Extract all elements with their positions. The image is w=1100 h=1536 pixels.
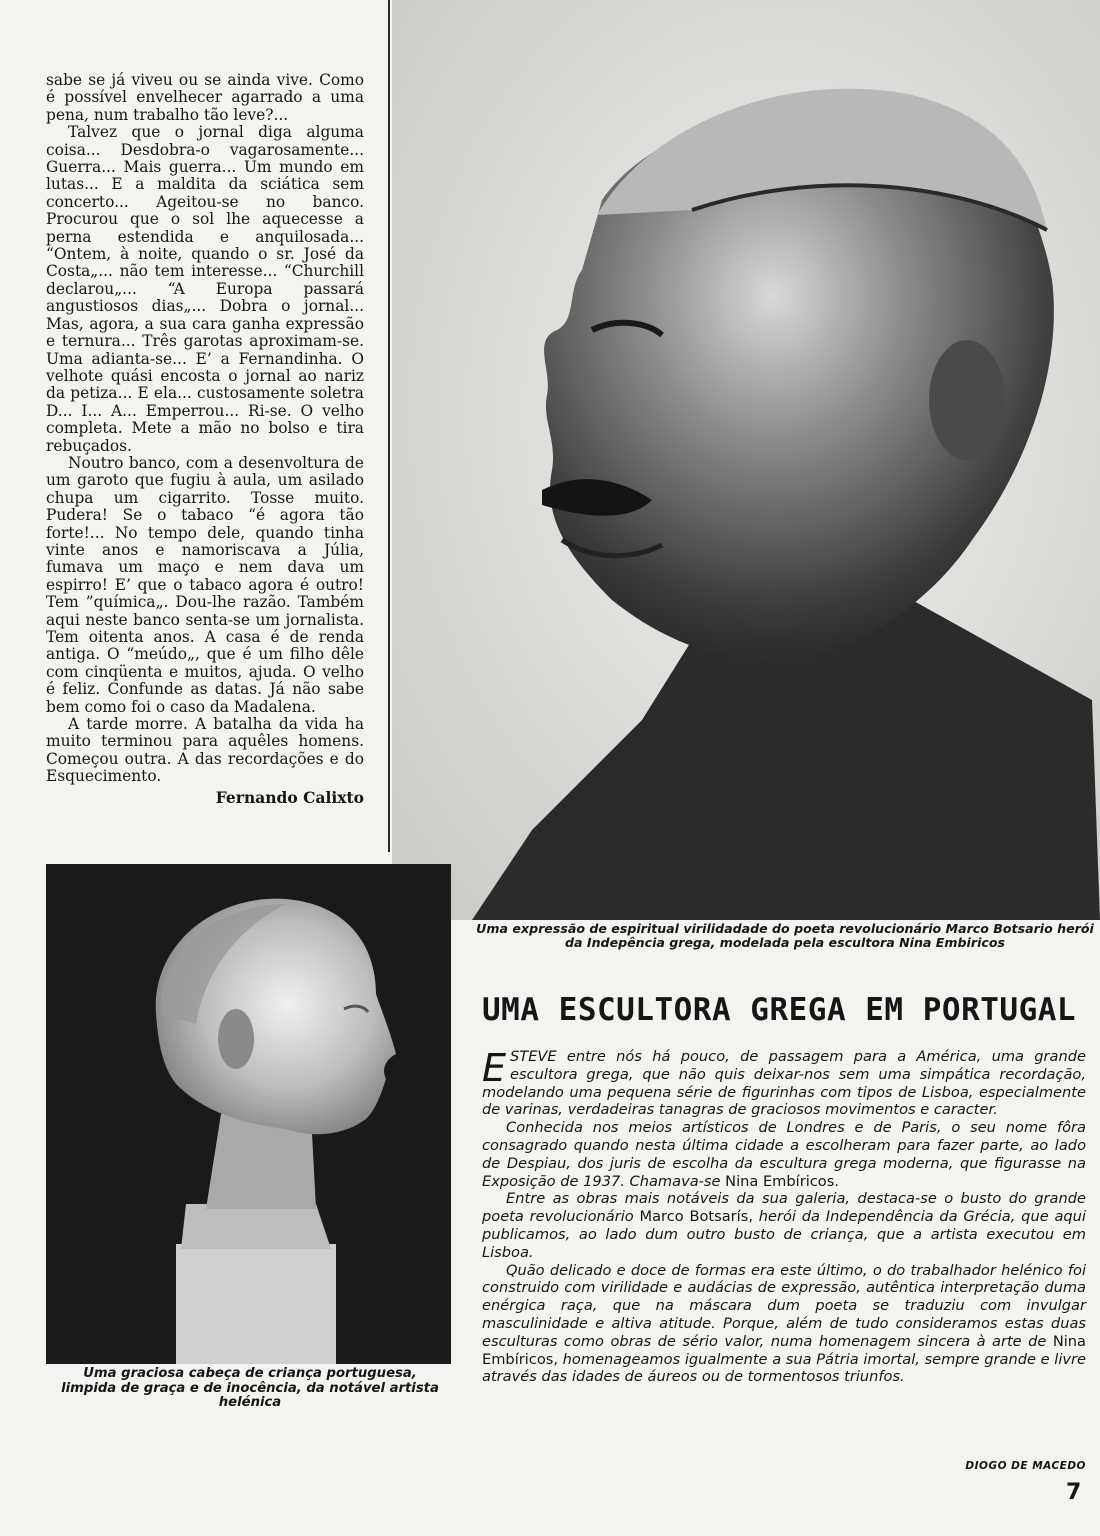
artist-name: Nina Embíricos. — [725, 1172, 839, 1190]
column-divider — [388, 0, 390, 852]
article-paragraph — [482, 1262, 1086, 1387]
left-column-text — [46, 72, 364, 806]
left-paragraph: sabe se já viveu ou se ainda vive. Como é possível envelhecer agarrado a uma pena, num trabalho tão leve?... — [46, 71, 364, 124]
left-paragraph: Talvez que o jornal diga alguma coisa... Desdobra-o vagarosamente... Guerra... Mais guerra... Um mundo em lutas... E a maldita da sciática sem concerto... Ageitou-se no banco. Procurou que o sol lhe aquecesse a perna estendida e anquilosada... “Ontem, à noite, quando o sr. José da Costa„... não tem interesse... “Churchill declarou„... “A Europa passará angustiosos dias„... Dobra o jornal... Mas, agora, a sua cara ganha expressão e ternura... Três garotas aproximam-se. Uma adianta-se... E’ a Fernandinha. O velhote quási encosta o jornal ao nariz da petiza... E ela... custosamente soletra D... I... A... Emperrou... Ri-se. O velho completa. Mete a mão no bolso e tira rebuçados. — [46, 123, 364, 455]
article-paragraph-text: Quão delicado e doce de formas era este último, o do trabalhador helénico foi construido com virilidade e audácias de expressão, autêntica interpretação duma enérgica raça, que na máscara dum poeta se traduziu com invulgar masculinidade e altiva atitude. Porque, além de tudo consideramos estas duas esculturas como obras de sério valor, numa homenagem sincera à arte de — [482, 1261, 1086, 1350]
article-paragraph — [482, 1048, 1086, 1119]
article-paragraph-text: Conhecida nos meios artísticos de Londres e de Paris, o seu nome fôra consagrado quando nesta última cidade a escolheram para fazer parte, ao lado de Despiau, dos juris de escolha da escultura grega moderna, que figurasse na Exposição de 1937. Chamava-se — [482, 1119, 1086, 1190]
article-body — [482, 1048, 1086, 1386]
article-paragraph-text: Entre as obras mais notáveis da sua galeria, destaca-se o busto do grande poeta revolucionário — [482, 1190, 1086, 1226]
left-byline: Fernando Calixto — [215, 787, 364, 807]
article-paragraph — [482, 1190, 1086, 1261]
article-paragraph — [482, 1119, 1086, 1190]
artist-name: Nina Embíricos, — [482, 1332, 1086, 1368]
article-headline: UMA ESCULTORA GREGA EM PORTUGAL — [482, 992, 1077, 1028]
page-number: 7 — [1066, 1480, 1082, 1505]
article-paragraph-text: STEVE entre nós há pouco, de passagem para a América, uma grande escultora grega, que não quis deixar-nos sem uma simpática recordação, modelando uma pequena série de figurinhas com tipos de Lisboa, especialmente de varinas, verdadeiras tanagras de graciosos movimentos e caracter. — [482, 1048, 1086, 1119]
child-bust-photo — [46, 864, 451, 1364]
drop-cap: E — [482, 1046, 507, 1090]
article-paragraph-text: homenageamos igualmente a sua Pátria imortal, sempre grande e livre através das idades de áureos ou de tormentosos triunfos. — [482, 1350, 1086, 1386]
poet-name: Marco Botsarís, — [639, 1208, 753, 1226]
left-paragraph: A tarde morre. A batalha da vida ha muito terminou para aquêles homens. Começou outra. A das recordações e do Esquecimento. — [46, 715, 364, 786]
bust-photo — [392, 0, 1100, 920]
left-paragraph: Noutro banco, com a desenvoltura de um garoto que fugiu à aula, um asilado chupa um cigarrito. Tosse muito. Pudera! Se o tabaco “é agora tão forte!... No tempo dele, quando tinha vinte anos e namoriscava a Júlia, fumava um maço e nem dava um espirro! E’ que o tabaco agora é outro! Tem ”química„. Dou-lhe razão. Também aqui neste banco senta-se um jornalista. Tem oitenta anos. A casa é de renda antiga. O “meúdo„, que é um filho dêle com cinqüenta e muitos, ajuda. O velho é feliz. Confunde as datas. Já não sabe bem como foi o caso da Madalena. — [46, 453, 364, 716]
child-caption: Uma graciosa cabeça de criança portuguesa, limpida de graça e de inocência, da notável artista helénica — [61, 1366, 439, 1410]
article-byline: DIOGO DE MACEDO — [965, 1460, 1086, 1472]
bust-caption: Uma expressão de espiritual virilidadade do poeta revolucionário Marco Botsario herói da Indepência grega, modelada pela escultora Nina Embiricos — [476, 921, 1094, 950]
article-paragraph-text: herói da Independência da Grécia, que aqui publicamos, ao lado dum outro busto de criança, que a artista executou em Lisboa. — [482, 1208, 1086, 1261]
